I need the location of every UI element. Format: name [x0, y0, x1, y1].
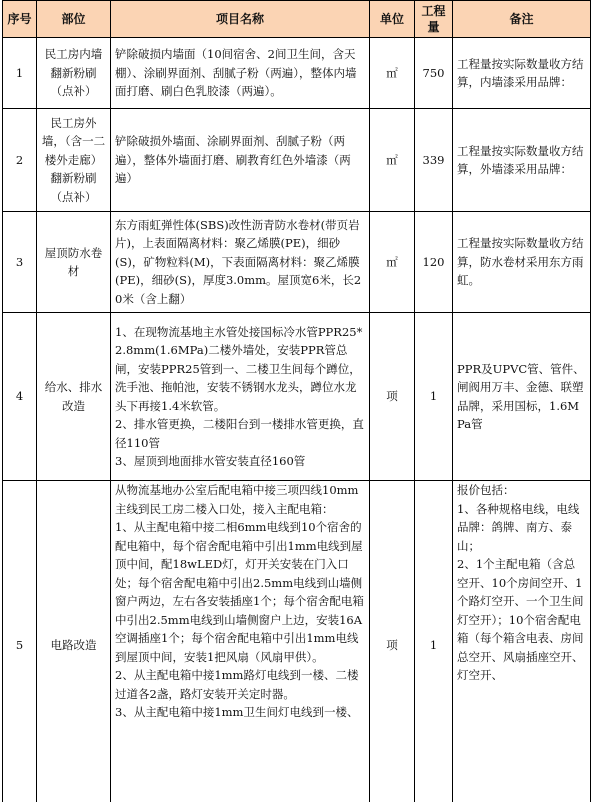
- cell-note: 工程量按实际数量收方结算，内墙漆采用品牌：: [453, 38, 591, 109]
- header-location: 部位: [37, 1, 111, 38]
- cell-note: 工程量按实际数量收方结算，外墙漆采用品牌：: [453, 109, 591, 212]
- header-seq: 序号: [3, 1, 37, 38]
- cell-unit: 项: [370, 481, 415, 802]
- cell-location: 民工房外墙，（含一二楼外走廊）翻新粉刷（点补）: [37, 109, 111, 212]
- cell-location: 屋顶防水卷材: [37, 212, 111, 313]
- table-row: [3, 109, 591, 212]
- table-row: [3, 313, 591, 481]
- header-qty: 工程量: [415, 1, 453, 38]
- cell-qty: 750: [415, 38, 453, 109]
- header-row: [3, 1, 591, 38]
- cell-qty: 1: [415, 313, 453, 481]
- cell-qty: 339: [415, 109, 453, 212]
- cell-unit: 项: [370, 313, 415, 481]
- cell-note: 工程量按实际数量收方结算，防水卷材采用东方雨虹。: [453, 212, 591, 313]
- cell-qty: 1: [415, 481, 453, 802]
- cell-seq: 2: [3, 109, 37, 212]
- cell-note: 报价包括： 1、各种规格电线，电线品牌：鸽牌、南方、泰山； 2、1个主配电箱（含总空开、10个房间空开、1个路灯空开、一个卫生间灯空开）；10个宿舍配电箱（每个箱含电表、房间总空开、风扇插座空开、灯空开、: [453, 481, 591, 802]
- project-table: [2, 0, 591, 802]
- cell-name: 铲除破损外墙面、涂刷界面剂、刮腻子粉（两遍），整体外墙面打磨、刷教育红色外墙漆（两遍）: [111, 109, 370, 212]
- cell-unit: ㎡: [370, 212, 415, 313]
- cell-name: 铲除破损内墙面（10间宿舍、2间卫生间，含天棚）、涂刷界面剂、刮腻子粉（两遍），整体内墙面打磨、刷白色乳胶漆（两遍）。: [111, 38, 370, 109]
- cell-unit: ㎡: [370, 109, 415, 212]
- cell-seq: 3: [3, 212, 37, 313]
- cell-note: PPR及UPVC管、管件、闸阀用万丰、金德、联塑品牌，采用国标，1.6MPa管: [453, 313, 591, 481]
- cell-location: 民工房内墙翻新粉刷（点补）: [37, 38, 111, 109]
- cell-seq: 1: [3, 38, 37, 109]
- table-row: [3, 38, 591, 109]
- cell-name: 1、在现物流基地主水管处接国标冷水管PPR25*2.8mm(1.6MPa)二楼外墙处，安装PPR管总闸，安装PPR25管到一、二楼卫生间每个蹲位，洗手池、拖帕池，安装不锈钢水龙头，蹲位水龙头下再接1.4米软管。 2、排水管更换，二楼阳台到一楼排水管更换，直径110管 3、屋顶到地面排水管安装直径160管: [111, 313, 370, 481]
- table-row: [3, 481, 591, 802]
- cell-qty: 120: [415, 212, 453, 313]
- cell-name: 东方雨虹弹性体(SBS)改性沥青防水卷材(带页岩片)，上表面隔离材料：聚乙烯膜(PE)，细砂(S)，矿物粒料(M)，下表面隔离材料：聚乙烯膜(PE)，细砂(S)，厚度3.0mm。屋顶宽6米，长20米（含上翻）: [111, 212, 370, 313]
- cell-seq: 4: [3, 313, 37, 481]
- cell-location: 给水、排水改造: [37, 313, 111, 481]
- cell-name: 从物流基地办公室后配电箱中接三项四线10mm主线到民工房二楼入口处，接入主配电箱： 1、从主配电箱中接二相6mm电线到10个宿舍的配电箱中，每个宿舍配电箱中引出1mm电线到屋顶中间，配18wLED灯，灯开关安装在门入口处；每个宿舍配电箱中引出2.5mm电线到山墙侧窗户两边，左右各安装插座1个；每个宿舍配电箱中引出2.5mm电线到山墙侧窗户上边，安装16A空调插座1个；每个宿舍配电箱中引出1mm电线到屋顶中间，安装1把风扇（风扇甲供）。 2、从主配电箱中接1mm路灯电线到一楼、二楼过道各2盏，路灯安装开关定时器。 3、从主配电箱中接1mm卫生间灯电线到一楼、: [111, 481, 370, 802]
- table-row: [3, 212, 591, 313]
- header-unit: 单位: [370, 1, 415, 38]
- header-name: 项目名称: [111, 1, 370, 38]
- cell-location: 电路改造: [37, 481, 111, 802]
- cell-unit: ㎡: [370, 38, 415, 109]
- cell-seq: 5: [3, 481, 37, 802]
- header-note: 备注: [453, 1, 591, 38]
